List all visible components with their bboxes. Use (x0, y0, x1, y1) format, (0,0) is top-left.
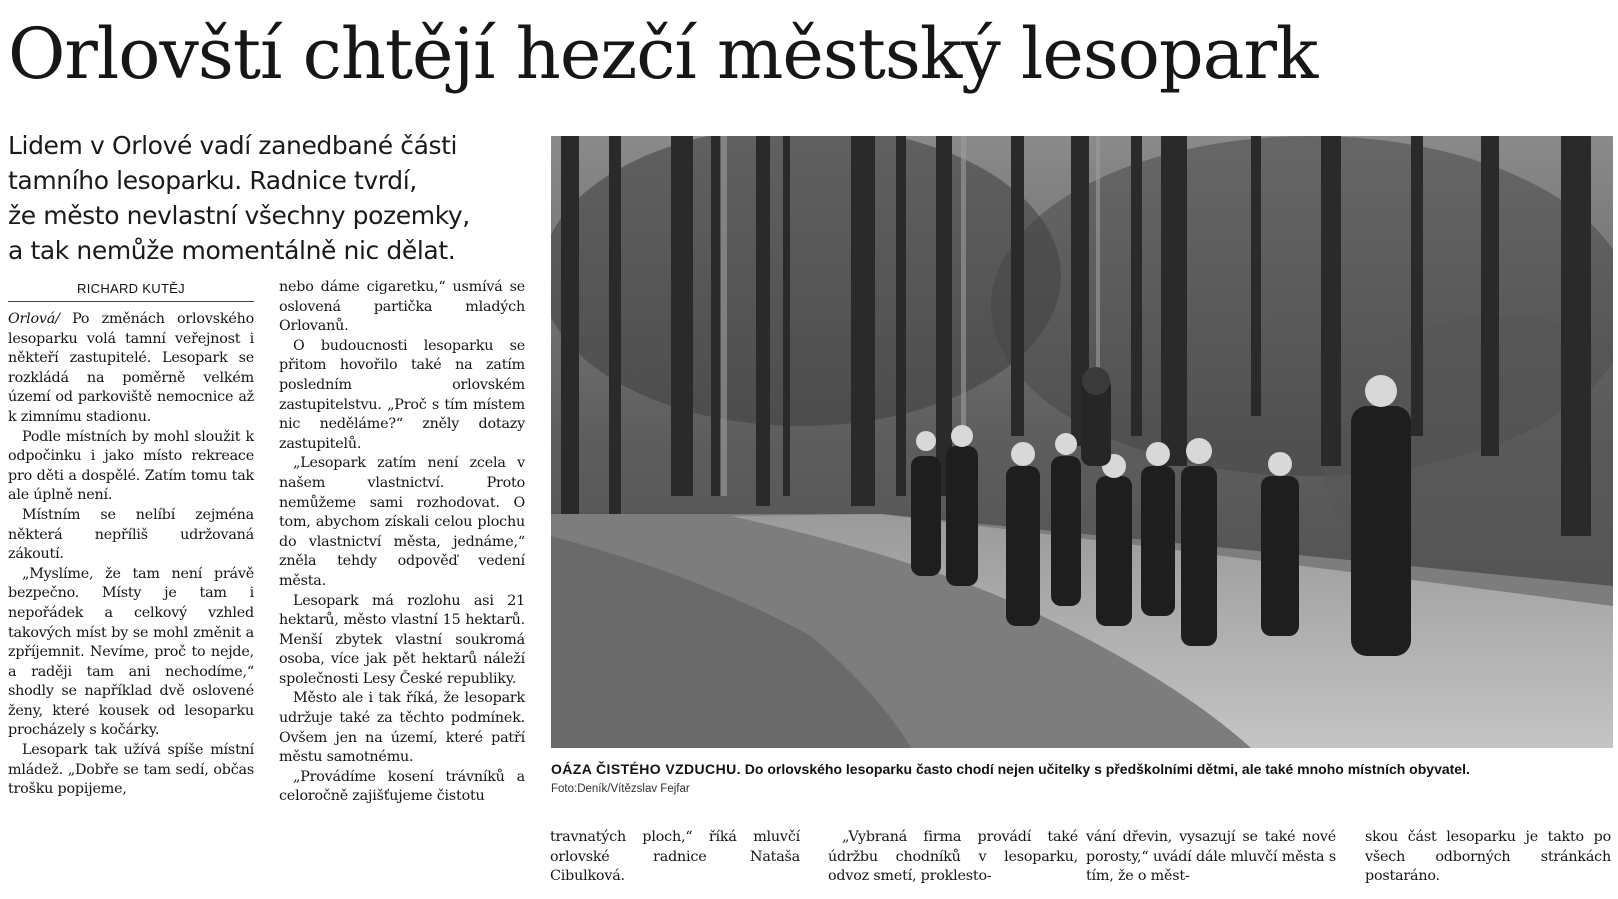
paragraph (8, 310, 254, 428)
caption-text: Do orlovského lesoparku často chodí nejen učitelky s předškolními dětmi, ale také mnoho místních obyvatel. (744, 761, 1470, 777)
paragraph: nebo dáme cigaretku,“ usmívá se oslovená partička mladých Orlovanů. (279, 279, 525, 335)
headline: Orlovští chtějí hezčí městský lesopark (8, 13, 1318, 95)
paragraph: skou část lesoparku je takto po všech odborných stránkách postaráno. (1365, 829, 1611, 885)
lead-line: tamního lesoparku. Radnice tvrdí, (8, 166, 417, 195)
dateline: Orlová/ (8, 311, 60, 327)
paragraph: O budoucnosti lesoparku se přitom hovořilo také na zatím posledním orlovském zastupitelstvu. „Proč s tím místem nic neděláme?“ zněly dotazy zastupitelů. (279, 337, 525, 452)
photo-caption (551, 759, 1613, 779)
text-column-4 (828, 828, 1078, 887)
author-byline: RICHARD KUTĚJ (8, 280, 254, 302)
paragraph: Místním se nelíbí zejména některá nepříliš udržovaná zákoutí. (8, 506, 254, 563)
text-column-6 (1365, 828, 1611, 887)
text-column-5 (1086, 828, 1336, 887)
paragraph: travnatých ploch,“ říká mluvčí orlovské radnice Nataša Cibulková. (550, 829, 800, 885)
caption-kicker: OÁZA ČISTÉHO VZDUCHU. (551, 761, 741, 777)
paragraph: vání dřevin, vysazují se také nové porosty,“ uvádí dále mluvčí města s tím, že o měst- (1086, 829, 1336, 885)
paragraph: Lesopark má rozlohu asi 21 hektarů, město vlastní 15 hektarů. Menší zbytek vlastní soukromá osoba, více jak pět hektarů náleží společnosti Lesy České republiky. (279, 592, 525, 687)
text-column-2 (279, 278, 525, 807)
paragraph: Město ale i tak říká, že lesopark udržuje také za těchto podmínek. Ovšem jen na území, které patří městu samotnému. (279, 690, 525, 766)
photo-credit: Foto:Deník/Vítězslav Fejfar (551, 783, 690, 795)
text-column-3 (550, 828, 800, 887)
paragraph-text: Po změnách orlovského lesoparku volá tamní veřejnost i někteří zastupitelé. Lesopark se rozkládá na poměrně velkém území od parkoviště nemocnice až k zimnímu stadionu. (8, 311, 254, 425)
paragraph: „Vybraná firma provádí také údržbu chodníků v lesoparku, odvoz smetí, proklesto- (828, 829, 1078, 885)
paragraph: Lesopark tak užívá spíše místní mládež. „Dobře se tam sedí, občas trošku popijeme, (8, 742, 254, 798)
lead-line: že město nevlastní všechny pozemky, (8, 201, 470, 230)
text-column-1 (8, 310, 254, 800)
lead-paragraph (8, 128, 528, 268)
forest-photo (551, 136, 1613, 748)
lead-line: Lidem v Orlové vadí zanedbané části (8, 131, 458, 160)
paragraph: „Lesopark zatím není zcela v našem vlastnictví. Proto nemůžeme sami rozhodovat. O tom, abychom získali celou plochu do vlastnictví města, jednáme,“ zněla tehdy odpověď vedení města. (279, 455, 525, 589)
lead-line: a tak nemůže momentálně nic dělat. (8, 236, 456, 265)
paragraph: „Myslíme, že tam není právě bezpečno. Místy je tam i nepořádek a celkový vzhled takových míst by se mohl změnit a zpříjemnit. Nevíme, proč to nejde, a raději tam ani nechodíme,“ shodly se například dvě oslovené ženy, které kousek od lesoparku procházely s kočárky. (8, 565, 254, 739)
paragraph: Podle místních by mohl sloužit k odpočinku i jako místo rekreace pro děti a dospělé. Zatím tomu tak ale úplně není. (8, 428, 254, 504)
paragraph: „Provádíme kosení trávníků a celoročně zajišťujeme čistotu (279, 768, 525, 805)
